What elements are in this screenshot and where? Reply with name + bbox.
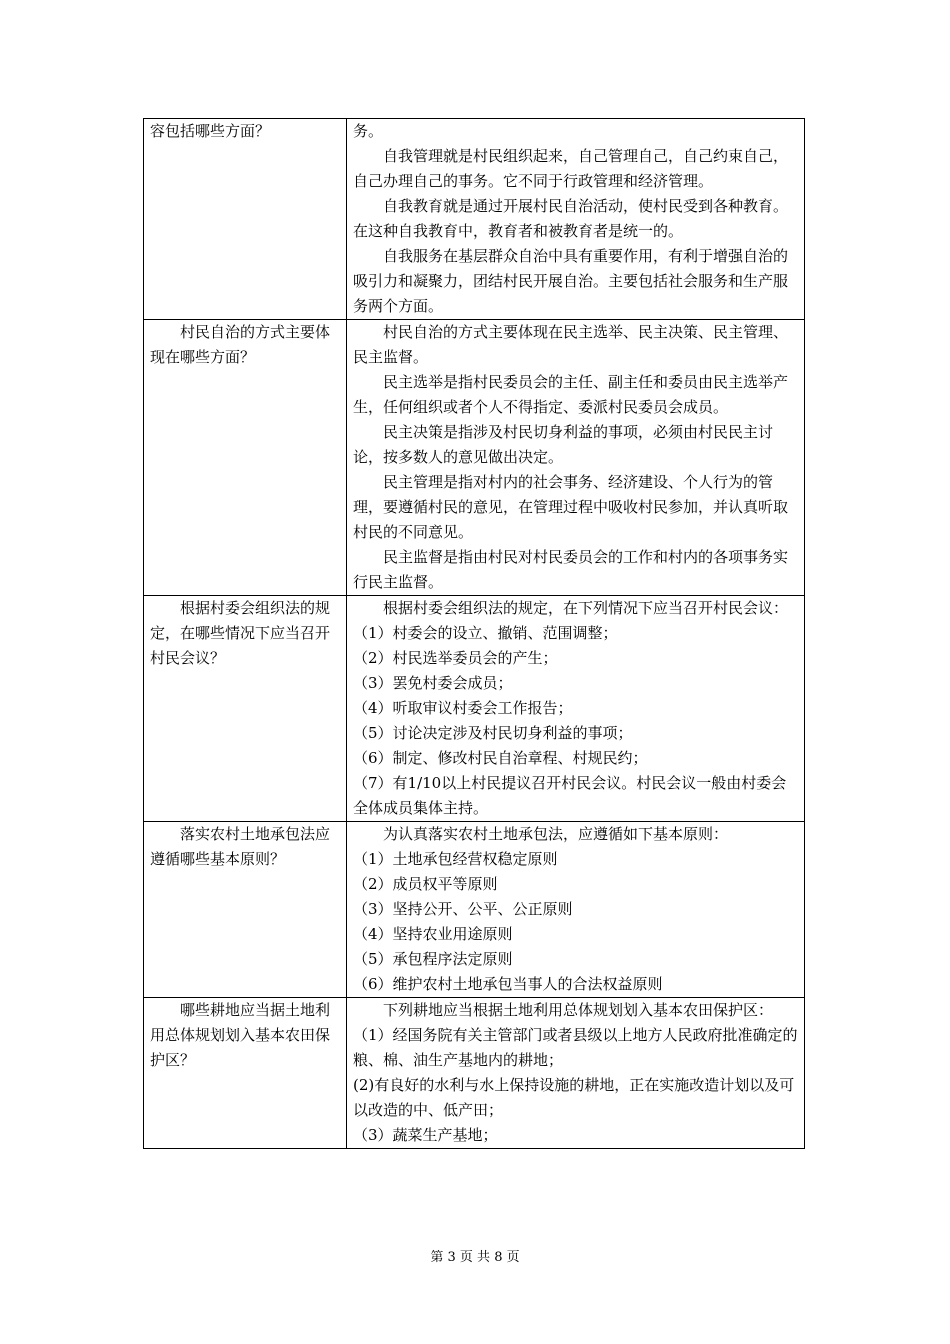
question-cell bbox=[144, 596, 347, 822]
answer-paragraph: (2)有良好的水利与水上保持设施的耕地，正在实施改造计划以及可以改造的中、低产田； bbox=[353, 1076, 795, 1119]
answer-paragraph: 自我服务在基层群众自治中具有重要作用，有利于增强自治的吸引力和凝聚力，团结村民开展自治。主要包括社会服务和生产服务两个方面。 bbox=[353, 247, 789, 315]
answer-paragraph: （5）讨论决定涉及村民切身利益的事项； bbox=[353, 724, 633, 742]
question-text: 落实农村土地承包法应遵循哪些基本原则？ bbox=[150, 825, 331, 868]
page-footer: 第 3 页 共 8 页 bbox=[430, 1250, 520, 1265]
answer-paragraph: （2）村民选举委员会的产生； bbox=[353, 649, 558, 667]
answer-paragraph: 下列耕地应当根据土地利用总体规划划入基本农田保护区： bbox=[383, 1001, 774, 1019]
answer-paragraph: （2）成员权平等原则 bbox=[353, 875, 498, 893]
answer-paragraph: （5）承包程序法定原则 bbox=[353, 950, 513, 968]
answer-paragraph: 民主管理是指对村内的社会事务、经济建设、个人行为的管理，要遵循村民的意见，在管理过程中吸收村民参加，并认真听取村民的不同意见。 bbox=[353, 473, 789, 541]
question-cell bbox=[144, 998, 347, 1149]
answer-cell bbox=[347, 998, 805, 1149]
table-row bbox=[144, 320, 805, 596]
table-row bbox=[144, 822, 805, 998]
answer-paragraph: （1）村委会的设立、撤销、范围调整； bbox=[353, 624, 618, 642]
answer-cell bbox=[347, 822, 805, 998]
question-cell bbox=[144, 320, 347, 596]
answer-paragraph: 根据村委会组织法的规定，在下列情况下应当召开村民会议： bbox=[383, 599, 789, 617]
table-row bbox=[144, 119, 805, 320]
question-cell bbox=[144, 822, 347, 998]
answer-paragraph: 民主决策是指涉及村民切身利益的事项，必须由村民民主讨论，按多数人的意见做出决定。 bbox=[353, 423, 774, 466]
answer-cell bbox=[347, 596, 805, 822]
answer-paragraph: 村民自治的方式主要体现在民主选举、民主决策、民主管理、民主监督。 bbox=[353, 323, 789, 366]
answer-cell bbox=[347, 320, 805, 596]
answer-paragraph: （6）制定、修改村民自治章程、村规民约； bbox=[353, 749, 648, 767]
answer-paragraph: 自我管理就是村民组织起来，自己管理自己，自己约束自己，自己办理自己的事务。它不同于行政管理和经济管理。 bbox=[353, 147, 789, 190]
answer-paragraph: （3）罢免村委会成员； bbox=[353, 674, 513, 692]
question-cell bbox=[144, 119, 347, 320]
answer-paragraph: （4）听取审议村委会工作报告； bbox=[353, 699, 573, 717]
content-table bbox=[143, 118, 805, 1149]
answer-paragraph: （1）经国务院有关主管部门或者县级以上地方人民政府批准确定的粮、棉、油生产基地内的耕地； bbox=[353, 1026, 798, 1069]
answer-paragraph: （3）蔬菜生产基地； bbox=[353, 1126, 498, 1144]
answer-paragraph: （4）坚持农业用途原则 bbox=[353, 925, 513, 943]
answer-paragraph: 务。 bbox=[353, 122, 384, 140]
question-text: 哪些耕地应当据土地利用总体规划划入基本农田保护区？ bbox=[150, 1001, 331, 1069]
answer-paragraph: 民主选举是指村民委员会的主任、副主任和委员由民主选举产生，任何组织或者个人不得指定、委派村民委员会成员。 bbox=[353, 373, 789, 416]
answer-paragraph: 为认真落实农村土地承包法，应遵循如下基本原则： bbox=[383, 825, 729, 843]
answer-paragraph: 民主监督是指由村民对村民委员会的工作和村内的各项事务实行民主监督。 bbox=[353, 548, 789, 591]
table-row bbox=[144, 998, 805, 1149]
answer-paragraph: （1）土地承包经营权稳定原则 bbox=[353, 850, 558, 868]
answer-paragraph: （6）维护农村土地承包当事人的合法权益原则 bbox=[353, 975, 663, 993]
answer-paragraph: （7）有1/10以上村民提议召开村民会议。村民会议一般由村委会全体成员集体主持。 bbox=[353, 774, 787, 817]
table-row bbox=[144, 596, 805, 822]
question-text: 容包括哪些方面？ bbox=[150, 122, 271, 140]
answer-cell bbox=[347, 119, 805, 320]
answer-paragraph: 自我教育就是通过开展村民自治活动，使村民受到各种教育。在这种自我教育中，教育者和被教育者是统一的。 bbox=[353, 197, 789, 240]
question-text: 根据村委会组织法的规定，在哪些情况下应当召开村民会议？ bbox=[150, 599, 331, 667]
answer-paragraph: （3）坚持公开、公平、公正原则 bbox=[353, 900, 573, 918]
question-text: 村民自治的方式主要体现在哪些方面？ bbox=[150, 323, 331, 366]
